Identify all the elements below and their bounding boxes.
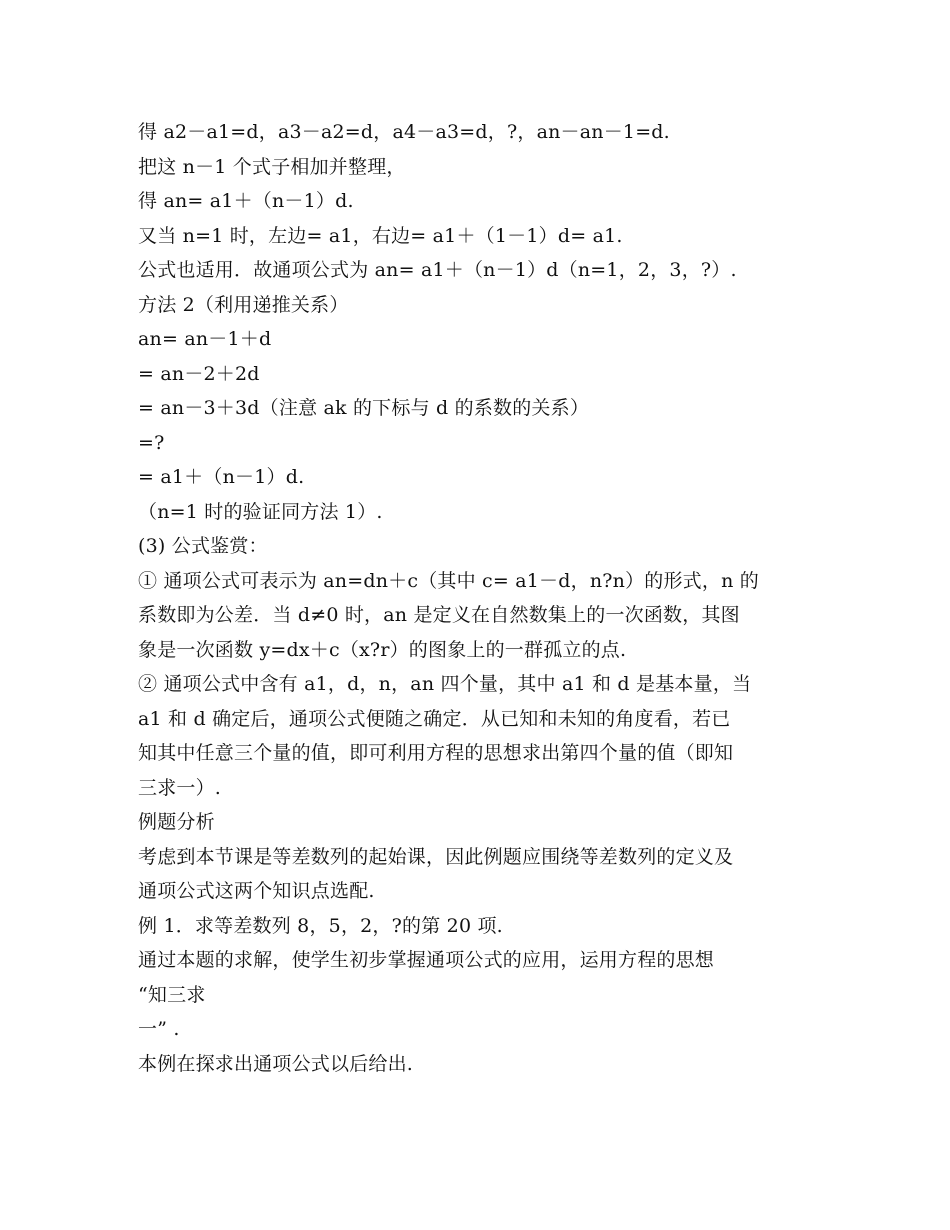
text-line: 一” . [138,1018,180,1040]
text-line: 通过本题的求解，使学生初步掌握通项公式的应用，运用方程的思想 [138,949,715,971]
document-body [138,115,818,1081]
method-2-heading: 方法 2（利用递推关系） [138,293,349,316]
text-line: 通项公式这两个知识点选配. [138,880,375,902]
text-line: “知三求 [138,983,206,1006]
text-line: 又当 n=1 时，左边= a1，右边= a1＋（1－1）d= a1. [138,224,623,247]
text-line: 得 an= a1＋（n－1）d. [138,190,354,212]
text-line: a1 和 d 确定后，通项公式便随之确定．从已知和未知的角度看，若已 [138,707,731,730]
text-line: 三求一）. [138,776,222,799]
text-line: ① 通项公式可表示为 an=dn＋c（其中 c= a1－d，n?n）的形式，n 的 [138,569,759,592]
text-line: = a1＋（n－1）d. [138,466,305,488]
text-line: 系数即为公差．当 d≠0 时，an 是定义在自然数集上的一次函数，其图 [138,604,740,626]
formula-appreciation-heading: (3) 公式鉴赏： [138,535,268,557]
text-line: = an－2＋2d [138,362,260,385]
text-line: 把这 n－1 个式子相加并整理， [138,155,406,178]
text-line: 本例在探求出通项公式以后给出. [138,1052,414,1075]
text-line: 得 a2－a1=d，a3－a2=d，a4－a3=d，?，an－an－1=d. [138,121,670,143]
text-line: 象是一次函数 y=dx＋c（x?r）的图象上的一群孤立的点. [138,638,627,661]
text-line: ② 通项公式中含有 a1，d，n，an 四个量，其中 a1 和 d 是基本量，当 [138,673,752,695]
text-line: 公式也适用．故通项公式为 an= a1＋（n－1）d（n=1，2，3，?）. [138,259,737,281]
example-analysis-heading: 例题分析 [138,811,215,833]
text-line: 知其中任意三个量的值，即可利用方程的思想求出第四个量的值（即知 [138,742,734,764]
text-line: an= an－1＋d [138,328,272,350]
text-line: = an－3＋3d（注意 ak 的下标与 d 的系数的关系） [138,397,590,419]
text-line: 考虑到本节课是等差数列的起始课，因此例题应围绕等差数列的定义及 [138,845,734,868]
example-1: 例 1．求等差数列 8，5，2，?的第 20 项. [138,914,503,937]
text-line: =? [138,431,165,454]
text-line: （n=1 时的验证同方法 1）. [138,500,383,523]
